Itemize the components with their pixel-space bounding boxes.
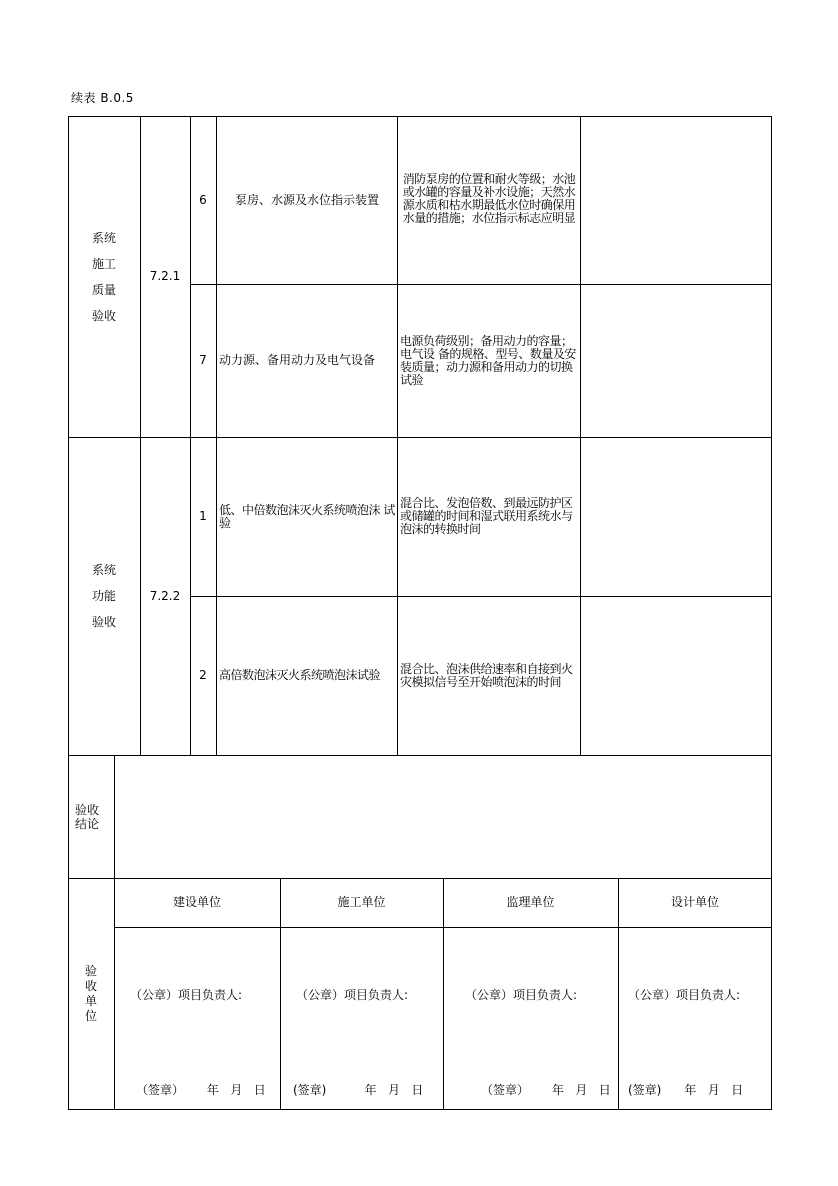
item-number: 6 [199, 192, 207, 207]
item-number: 2 [199, 668, 207, 682]
result-cell [580, 284, 772, 437]
item-requirement: 消防泵房的位置和耐火等级；水池或水罐的容量及补水设施；天然水源水质和枯水期最低水位时确保用水量的措施；水位指示标志应明显 [402, 172, 576, 225]
label-line: 结论 [75, 816, 100, 831]
item-name: 泵房、水源及水位指示装置 [234, 192, 379, 207]
clause-number: 7.2.2 [149, 588, 181, 603]
conclusion-label [70, 755, 114, 878]
item-name: 高倍数泡沫灭火系统喷泡沫试验 [219, 668, 381, 682]
item-requirement: 混合比、发泡倍数、到最远防护区或储罐的时间和湿式联用系统水与泡沫的转换时间 [400, 496, 573, 536]
label-line: 验收 [91, 308, 116, 323]
item-number: 7 [199, 353, 207, 367]
sign-date-line: （签章） 年 月 日 [481, 1083, 611, 1097]
unit-header-construction-owner: 建设单位 [172, 895, 221, 909]
seal-line: （公章）项目负责人: [296, 988, 409, 1002]
label-line: 验收 [91, 615, 116, 629]
label-char: 单 [84, 994, 97, 1008]
unit-header-supervisor: 监理单位 [506, 895, 555, 909]
sign-date-line: (签章) 年 月 日 [628, 1083, 744, 1097]
clause-number: 7.2.1 [149, 269, 181, 283]
page-caption: 续表 B.0.5 [71, 91, 134, 105]
item-number: 1 [199, 509, 207, 523]
grid-line [397, 116, 398, 755]
function-section-label [68, 437, 140, 755]
result-cell [580, 596, 772, 755]
unit-header-contractor: 施工单位 [337, 895, 386, 909]
units-label [68, 878, 114, 1110]
label-char: 位 [84, 1009, 97, 1023]
result-cell [580, 437, 772, 596]
label-line: 验收 [75, 802, 100, 817]
seal-line: （公章）项目负责人: [628, 988, 741, 1002]
sign-date-line: （签章） 年 月 日 [136, 1083, 266, 1097]
item-name: 低、中倍数泡沫灭火系统喷泡沫 试验 [219, 502, 395, 530]
seal-line: （公章）项目负责人: [130, 988, 243, 1002]
label-line: 功能 [91, 589, 116, 603]
construction-section-label [68, 116, 140, 437]
label-line: 施工 [91, 256, 116, 271]
label-char: 验 [84, 964, 97, 978]
sign-date-line: (签章) 年 月 日 [293, 1083, 424, 1097]
item-requirement: 混合比、泡沫供给速率和自接到火灾模拟信号至开始喷泡沫的时间 [400, 661, 573, 689]
unit-header-designer: 设计单位 [670, 895, 719, 909]
label-line: 质量 [91, 282, 116, 297]
item-name: 动力源、备用动力及电气设备 [219, 353, 376, 367]
label-line: 系统 [91, 563, 116, 577]
grid-line [216, 116, 217, 755]
label-line: 系统 [91, 230, 116, 245]
result-cell [580, 116, 772, 284]
seal-line: （公章）项目负责人: [465, 988, 578, 1002]
label-char: 收 [84, 979, 97, 993]
conclusion-content [114, 755, 772, 878]
item-requirement: 电源负荷级别；备用动力的容量；电气设 备的规格、型号、数量及安装质量；动力源和备用动力的切换试验 [400, 333, 576, 387]
